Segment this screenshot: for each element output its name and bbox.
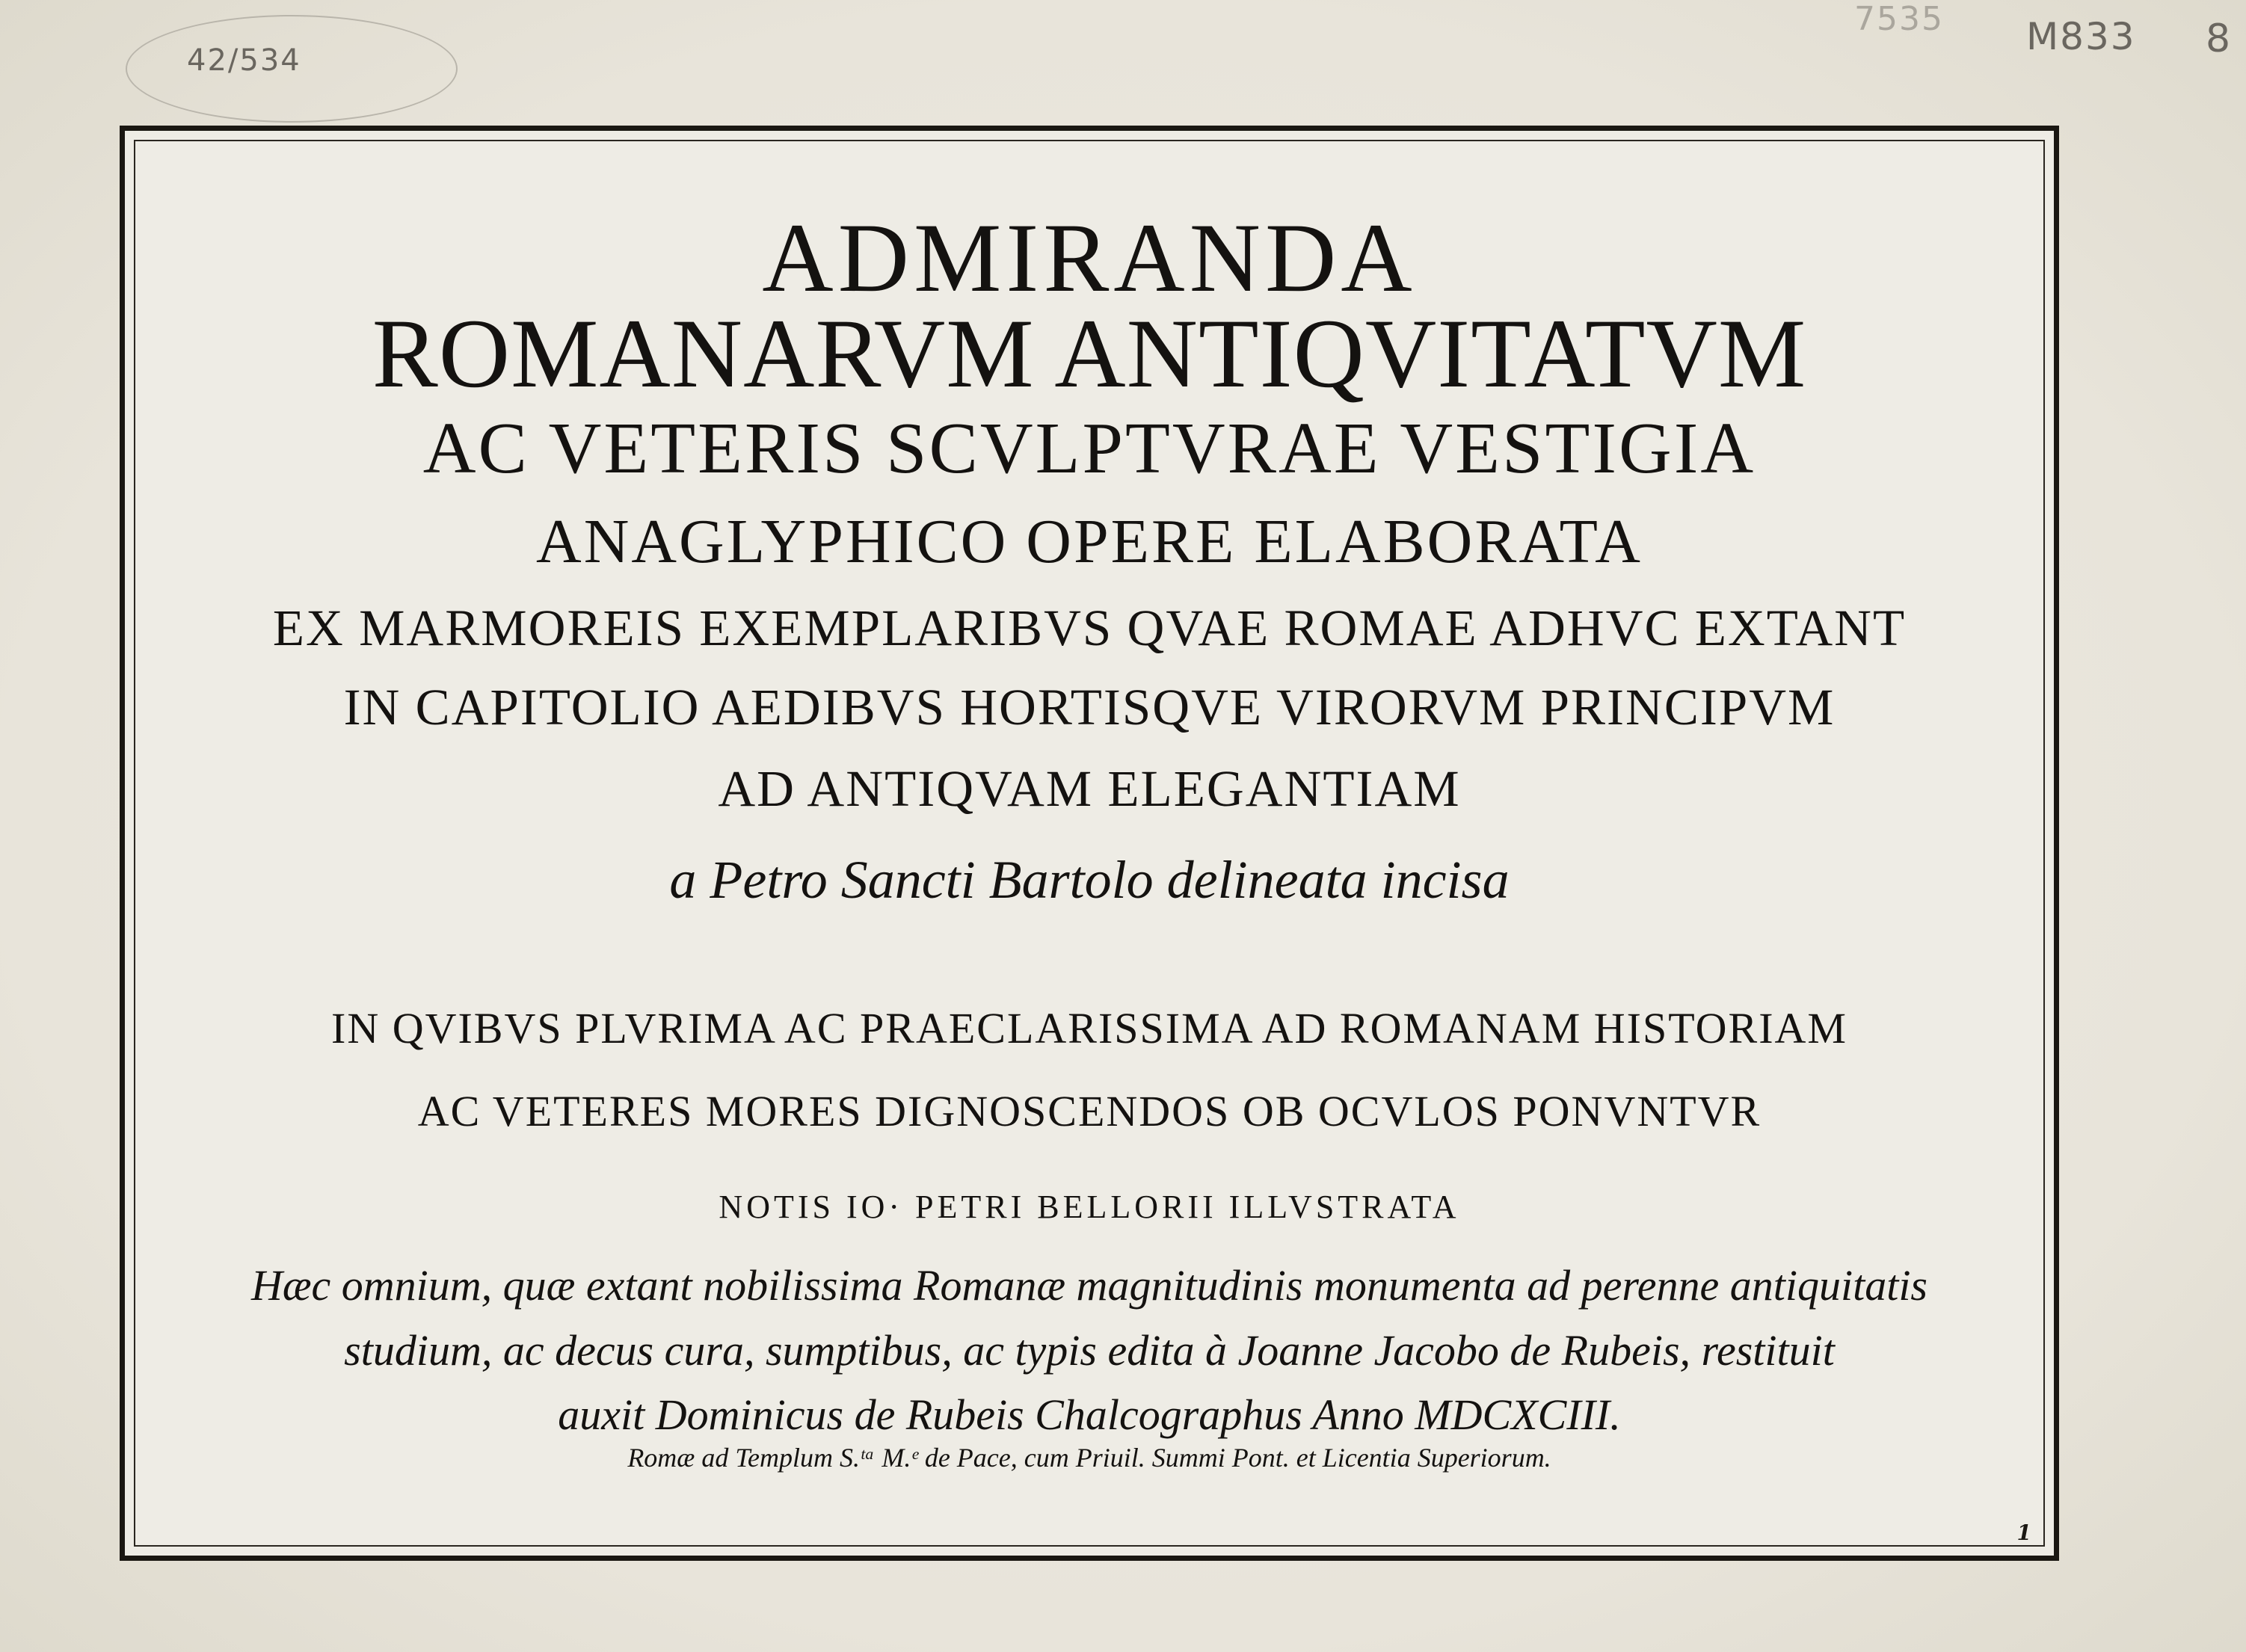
plate-number: 1: [2016, 1520, 2031, 1545]
faint-pencil-note: 7535: [1854, 0, 1944, 38]
title-line-10: AC VETERES MORES DIGNOSCENDOS OB OCVLOS PONVNTVR: [417, 1087, 1762, 1135]
sheet-number: 8: [2206, 16, 2233, 61]
engraver-credit-line: a Petro Sancti Bartolo delineata incisa: [669, 850, 1510, 910]
dedication-line-3: auxit Dominicus de Rubeis Chalcographus Anno MDCXCIII.: [558, 1390, 1621, 1439]
annotator-line: NOTIS IO· PETRI BELLORII ILLVSTRATA: [719, 1189, 1460, 1225]
engraved-plate: [120, 126, 2059, 1561]
imprint-line: Romæ ad Templum S.ᵗᵃ M.ᵉ de Pace, cum Priuil. Summi Pont. et Licentia Superiorum.: [627, 1443, 1551, 1473]
title-line-5: EX MARMOREIS EXEMPLARIBVS QVAE ROMAE ADHVC EXTANT: [272, 600, 1907, 656]
title-line-6: IN CAPITOLIO AEDIBVS HORTISQVE VIRORVM PRINCIPVM: [343, 679, 1836, 736]
title-line-3: AC VETERIS SCVLPTVRAE VESTIGIA: [422, 408, 1756, 489]
dedication-line-2: studium, ac decus cura, sumptibus, ac typis edita à Joanne Jacobo de Rubeis, restituit: [344, 1326, 1835, 1375]
title-line-1: ADMIRANDA: [762, 203, 1417, 312]
title-line-4: ANAGLYPHICO OPERE ELABORATA: [536, 507, 1643, 576]
dedication-line-1: Hæc omnium, quæ extant nobilissima Romanæ magnitudinis monumenta ad perenne antiquitatis: [250, 1261, 1928, 1310]
catalog-code: M833: [2026, 15, 2136, 58]
title-line-2: ROMANARVM ANTIQVITATVM: [372, 298, 1807, 408]
pencil-inventory-number: 42/534: [187, 43, 301, 78]
title-line-7: AD ANTIQVAM ELEGANTIAM: [718, 760, 1461, 817]
title-line-9: IN QVIBVS PLVRIMA AC PRAECLARISSIMA AD ROMANAM HISTORIAM: [331, 1004, 1847, 1052]
